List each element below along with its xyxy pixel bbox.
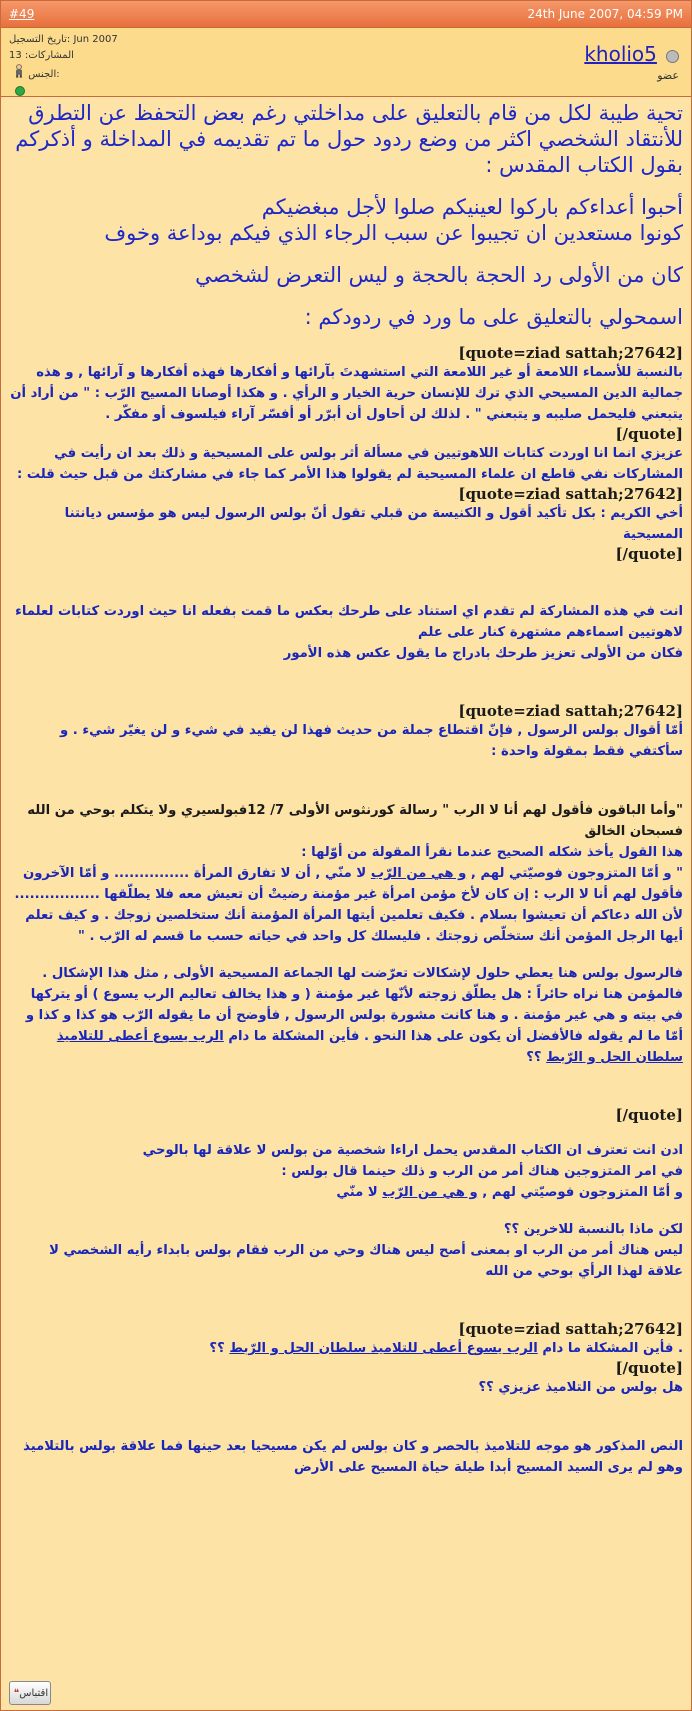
reply-text: انت في هذه المشاركة لم تقدم اي استناد على طرحك بعكس ما قمت بفعله انا حيث اوردت كتابات لعلماء لاهوتيين اسماءهم مشتهرة كنار على علم: [15, 604, 683, 640]
post-header: [1, 1, 691, 28]
quote-close-tag: [/quote]: [615, 545, 683, 563]
intro-paragraph: كونوا مستعدين ان تجيبوا عن سبب الرجاء الذي فيكم بوداعة وخوف: [104, 221, 683, 245]
online-status-icon: [15, 86, 25, 96]
reply-text: النص المذكور هو موجه للتلاميذ بالحصر و كان بولس لم يكن مسيحيا بعد حينها فما علاقة بولس بالتلاميذ وهو لم يرى السيد المسيح أبدا طيلة حياة المسيح على الأرض: [23, 1439, 683, 1475]
reply-text: ادن انت تعترف ان الكتاب المقدس يحمل اراءا شخصية من بولس لا علاقة لها بالوحي: [142, 1143, 683, 1158]
user-title: عضو: [657, 69, 679, 82]
quote-close-tag: [/quote]: [615, 1106, 683, 1124]
quoted-text: أمّا أقوال بولس الرسول , فإنّ اقتطاع جملة من حديث فهذا لن يفيد في شيء و لن يغيّر شيء . و سأكتفي فقط بمقولة واحدة :: [59, 723, 683, 759]
quote-mark-icon: ❝: [13, 1687, 20, 1699]
quoted-text: . فأين المشكلة ما دام الرب يسوع أعطى للتلاميذ سلطان الحل و الرّبط ؟؟: [209, 1341, 683, 1356]
male-figure-icon: [13, 64, 25, 84]
quoted-text: " و أمّا المتزوجون فوصيّتي لهم , و هي من الرّب لا منّي , أن لا تفارق المرأة ............... و أمّا الآخرون فأقول لهم أنا لا الرب : إن كان لأخ مؤمن امرأة غير مؤمنة رضيتْ أن تعيش معه فلا يطلّقها ................. لأن الله دعاكم أن تعيشوا بسلام . فكيف تعلمين أيتها المرأة المؤمنة أنك ستخلصين زوجك . و كيف تعلم أيها الرجل المؤمن أنك ستخلّص زوجتك . فليسلك كل واحد في حياته حسب ما قسم له الرّب . ": [14, 866, 683, 944]
post-number-link[interactable]: #49: [9, 7, 35, 21]
gender-label: الجنس:: [28, 69, 60, 80]
post-date: 24th June 2007, 04:59 PM: [527, 7, 683, 21]
quoted-text: فالرسول بولس هنا يعطي حلول لإشكالات تعرّضت لها الجماعة المسيحية الأولى , مثل هذا الإشكال . فالمؤمن هنا نراه حائراً : هل يطلّق زوجته لأنّها غير مؤمنة ( و هذا يخالف تعاليم الرب يسوع ) أو يتركها في بيته و هي غير مؤمنة . و هنا كانت مشورة بولس الرسول , فأوضح أن ما يقوله الرّب هو كذا و كذا و أمّا ما لم يقوله فالأفضل أن يكون على هذا النحو . فأين المشكلة ما دام الرب يسوع أعطى للتلاميذ سلطان الحل و الرّبط ؟؟: [25, 966, 683, 1065]
quote-open-tag: [quote=ziad sattah;27642]: [458, 702, 683, 720]
reply-text: فكان من الأولى تعزيز طرحك بادراج ما يقول عكس هذه الأمور: [283, 646, 683, 661]
quote-open-tag: [quote=ziad sattah;27642]: [458, 344, 683, 362]
quote-open-tag: [quote=ziad sattah;27642]: [458, 485, 683, 503]
offline-dot-icon: [666, 50, 679, 63]
quoted-text: هذا القول يأخذ شكله الصحيح عندما نقرأ المقولة من أوّلها :: [301, 845, 683, 860]
user-details: [9, 32, 189, 102]
reply-text: عزيزي انما انا اوردت كتابات اللاهوتيين في مسألة أثر بولس على المسيحية و ذلك بعد ان رأيت في المشاركات نفي قاطع ان علماء المسيحية لم يقولوا هذا الأمر كما جاء في مشاركتك من قبل حيث قلت :: [16, 446, 683, 482]
post-count: المشاركات: 13: [9, 50, 74, 61]
intro-paragraph: أحبوا أعداءكم باركوا لعينيكم صلوا لأجل مبغضيكم: [261, 195, 683, 219]
intro-paragraph: كان من الأولى رد الحجة بالحجة و ليس التعرض لشخصي: [195, 263, 683, 287]
user-box: [584, 42, 679, 82]
post-message: [9, 100, 683, 1478]
quote-close-tag: [/quote]: [615, 1359, 683, 1377]
join-date: تاريخ التسجيل: Jun 2007: [9, 34, 118, 45]
reply-text: و أمّا المتزوجون فوصيّتي لهم , و هي من الرّب لا منّي: [336, 1185, 683, 1200]
quoted-text: "وأما الباقون فأقول لهم أنا لا الرب " رسالة كورنثوس الأولى 7/ 12فبولسيري ولا يتكلم بوحي من الله فسبحان الخالق: [27, 803, 683, 839]
quoted-text: بالنسبة للأسماء اللامعة أو غير اللامعة التي استشهدتَ بآرائها و أفكارها فهذه أفكارها و آرائها , و هذه جمالية الدين المسيحي الذي ترك للإنسان حرية الخيار و الرأي . و هكذا أوصانا المسيح الرّب : " من أراد أن يتبعني فليحمل صليبه و يتبعني " . لذلك لن أحاول أن أبرّر أو أفسّر آراء فيلسوف أو مفكّر .: [10, 365, 683, 422]
quoted-text: أخي الكريم : بكل تأكيد أقول و الكنيسة من قبلي تقول أنّ بولس الرسول ليس هو مؤسس ديانتنا المسيحية: [64, 506, 683, 542]
reply-text: في امر المتزوجين هناك أمر من الرب و ذلك حينما قال بولس :: [281, 1164, 683, 1179]
quote-button-label: اقتباس: [19, 1687, 49, 1699]
user-info-row: [1, 28, 691, 97]
quote-button[interactable]: [9, 1681, 51, 1705]
intro-block: [9, 100, 683, 330]
gender-line: [9, 64, 189, 84]
intro-paragraph: تحية طيبة لكل من قام بالتعليق على مداخلتي رغم بعض التحفظ عن التطرق للأنتقاد الشخصي اكثر من وضع ردود حول ما تم تقديمه في المداخلة و أذكركم بقول الكتاب المقدس :: [15, 101, 683, 177]
reply-text: ليس هناك أمر من الرب او بمعنى أصح ليس هناك وحي من الرب فقام بولس بابداء رأيه الشخصي لا علاقة لهذا الرأي بوحي من الله: [49, 1243, 683, 1279]
username-link[interactable]: kholio5: [584, 42, 657, 66]
quote-open-tag: [quote=ziad sattah;27642]: [458, 1320, 683, 1338]
intro-paragraph: اسمحولي بالتعليق على ما ورد في ردودكم :: [304, 305, 683, 329]
quote-close-tag: [/quote]: [615, 425, 683, 443]
reply-text: لكن ماذا بالنسبة للاخرين ؟؟: [503, 1222, 683, 1237]
reply-text: هل بولس من التلاميذ عزيزي ؟؟: [478, 1380, 683, 1395]
